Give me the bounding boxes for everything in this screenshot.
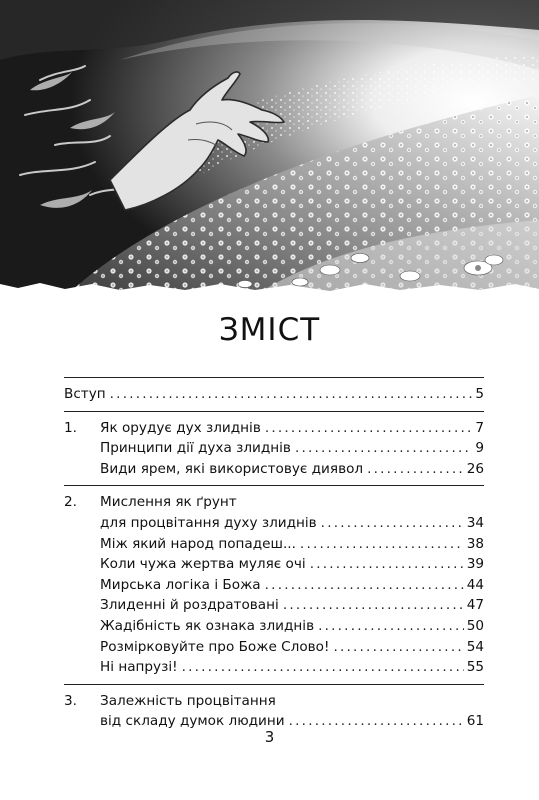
toc-entry-label: Принципи дії духа злиднів xyxy=(100,440,291,457)
toc-entry-page: 38 xyxy=(466,535,484,552)
cover-illustration xyxy=(0,0,539,292)
toc-subentry[interactable] xyxy=(64,554,484,575)
toc-entry-page: 26 xyxy=(466,460,484,477)
page-title: ЗМІСТ xyxy=(218,312,321,348)
dot-leader xyxy=(367,459,464,480)
toc-chapter-heading-line-1[interactable] xyxy=(64,492,484,513)
toc-intro-section xyxy=(64,378,484,411)
toc-entry-label: Розмірковуйте про Боже Слово! xyxy=(100,638,330,655)
toc-entry-intro[interactable] xyxy=(64,384,484,405)
dot-leader xyxy=(310,554,464,575)
toc-entry-page: 5 xyxy=(475,386,484,402)
toc-entry-page: 9 xyxy=(475,440,484,457)
toc-entry-label: Види ярем, які використовує диявол xyxy=(100,460,364,477)
toc-entry-page: 39 xyxy=(466,556,484,573)
toc-entry-page: 44 xyxy=(466,576,484,593)
chapter-number: 1. xyxy=(64,419,77,436)
dot-leader xyxy=(265,575,464,596)
chapter-title-continuation: від складу думок людини xyxy=(100,713,285,730)
chapter-title: Мислення як ґрунт xyxy=(100,494,237,511)
toc-subentry[interactable] xyxy=(64,575,484,596)
chapter-title-continuation: для процвітання духу злиднів xyxy=(100,514,317,531)
toc-entry-page: 34 xyxy=(466,514,484,531)
dot-leader xyxy=(283,595,464,616)
toc-chapter-heading[interactable] xyxy=(64,418,484,439)
toc-entry-page: 61 xyxy=(466,713,484,730)
page-number: 3 xyxy=(264,728,275,746)
toc-entry-label: Злиденні й роздратовані xyxy=(100,597,279,614)
toc-entry-label: Ні напрузі! xyxy=(100,659,178,676)
toc-subentry[interactable] xyxy=(64,657,484,678)
dot-leader xyxy=(318,616,464,637)
chapter-title: Залежність процвітання xyxy=(100,692,276,709)
toc-subentry[interactable] xyxy=(64,637,484,658)
dot-leader xyxy=(110,384,473,405)
dot-leader xyxy=(333,637,463,658)
toc-entry-page: 55 xyxy=(466,659,484,676)
toc-entry-label: Між який народ попадеш... xyxy=(100,535,296,552)
toc-entry-page: 54 xyxy=(466,638,484,655)
toc-chapter-2 xyxy=(64,486,484,683)
chapter-title: Як орудує дух злиднів xyxy=(100,419,261,436)
toc-subentry[interactable] xyxy=(64,459,484,480)
toc-entry-label: Жадібність як ознака злиднів xyxy=(100,617,315,634)
dot-leader xyxy=(321,513,464,534)
toc-entry-label: Мирська логіка і Божа xyxy=(100,576,261,593)
toc-subentry[interactable] xyxy=(64,616,484,637)
chapter-number: 2. xyxy=(64,494,77,511)
toc-subentry[interactable] xyxy=(64,534,484,555)
toc-chapter-1 xyxy=(64,412,484,486)
toc-entry-label: Коли чужа жертва муляє очі xyxy=(100,556,306,573)
table-of-contents xyxy=(64,377,484,738)
dot-leader xyxy=(182,657,464,678)
chapter-number: 3. xyxy=(64,692,77,709)
dot-leader xyxy=(300,534,464,555)
toc-entry-page: 50 xyxy=(466,617,484,634)
toc-entry-label: Вступ xyxy=(64,386,106,402)
toc-entry-page: 47 xyxy=(466,597,484,614)
toc-chapter-heading-line-2[interactable] xyxy=(64,513,484,534)
toc-subentry[interactable] xyxy=(64,595,484,616)
toc-chapter-heading-line-1[interactable] xyxy=(64,691,484,712)
toc-entry-page: 7 xyxy=(475,419,484,436)
dot-leader xyxy=(265,418,473,439)
dot-leader xyxy=(295,438,472,459)
toc-subentry[interactable] xyxy=(64,438,484,459)
